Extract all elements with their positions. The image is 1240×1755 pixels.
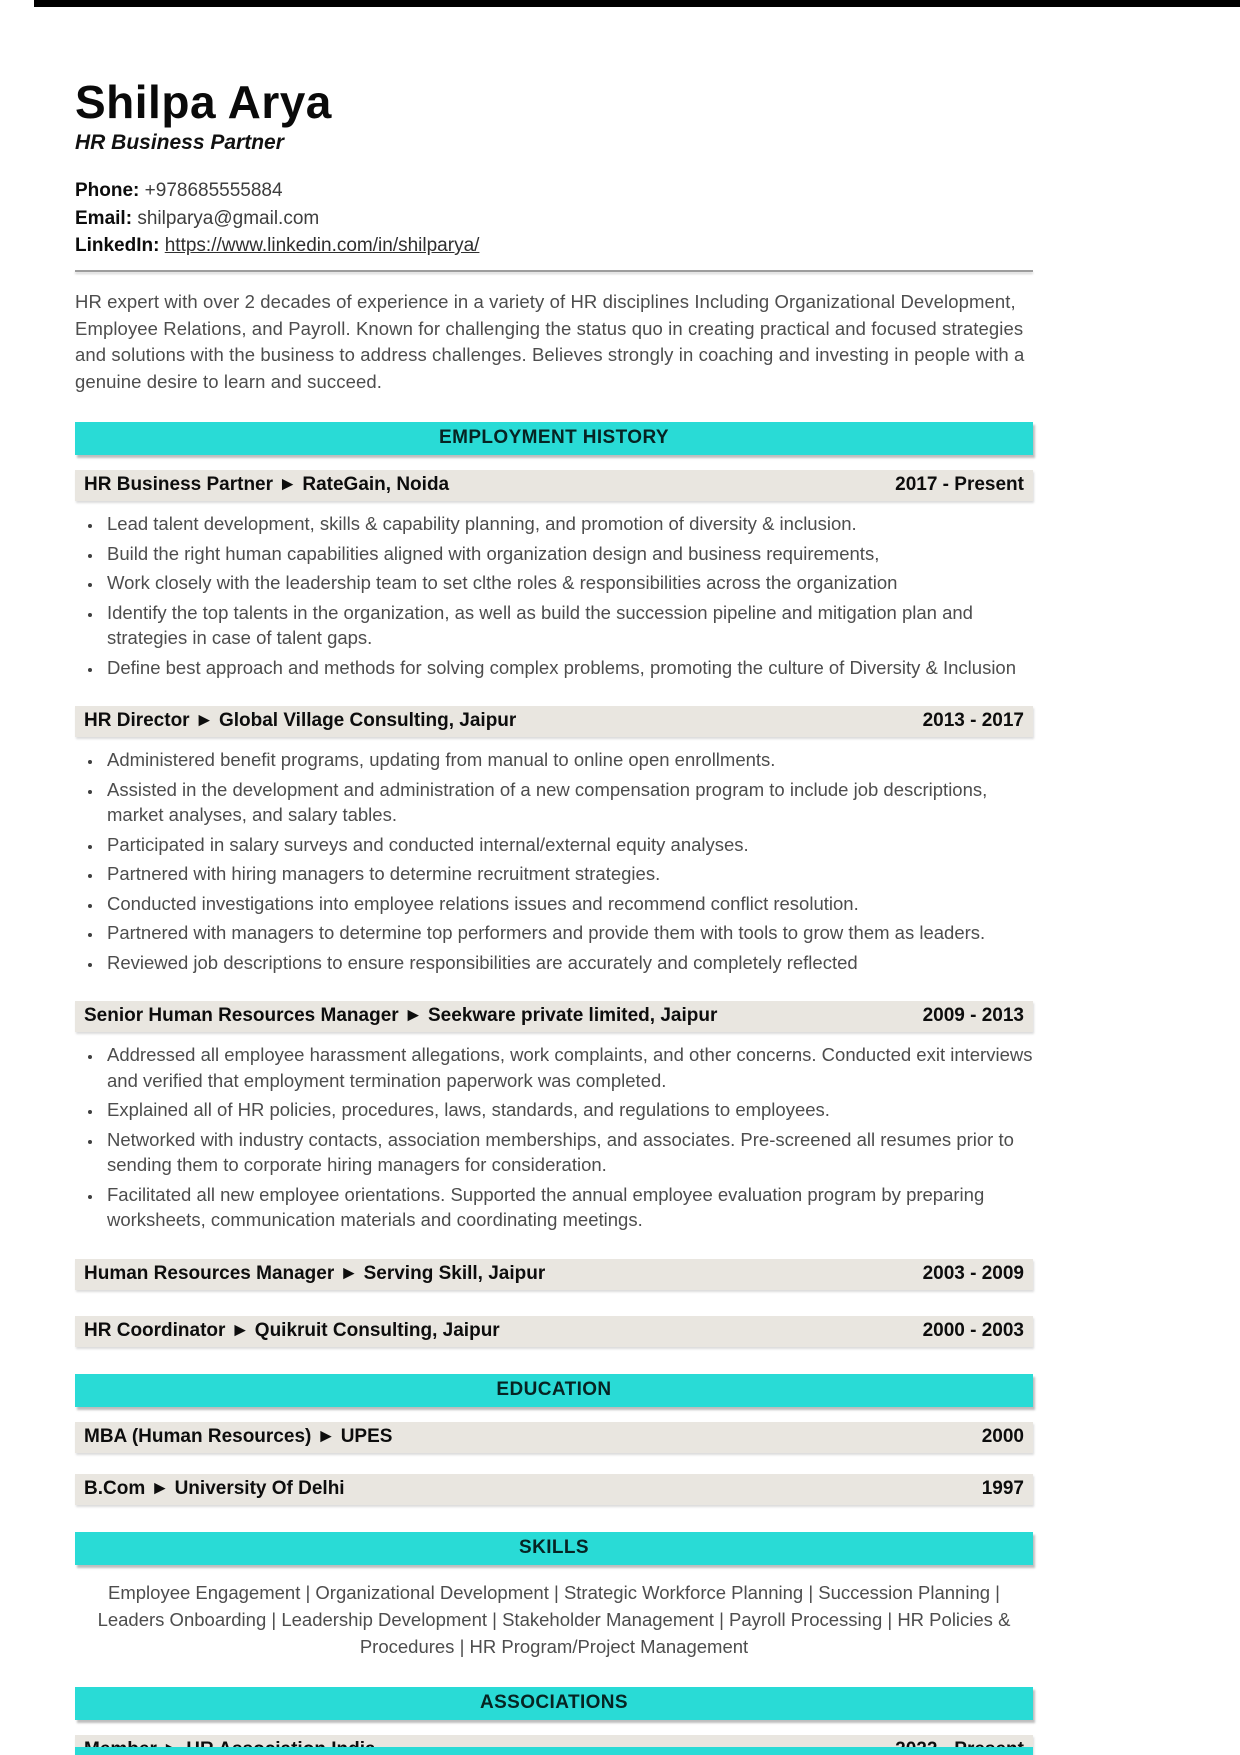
email-label: Email: xyxy=(75,207,133,229)
job-bullets xyxy=(75,511,1033,680)
education-entry xyxy=(75,1474,1033,1505)
phone-value: +978685555884 xyxy=(144,180,283,202)
row-title: HR Business Partner ► RateGain, Noida xyxy=(84,474,450,496)
employment-heading: EMPLOYMENT HISTORY xyxy=(439,427,669,449)
job-entry xyxy=(75,1316,1033,1347)
summary-text: HR expert with over 2 decades of experience in a variety of HR disciplines Including Organizational Development, Employee Relations, and Payroll. Known for challenging the status quo in creating practical and focused strategies and solutions with the business to address challenges. Believes strongly in coaching and investing in people with a genuine desire to learn and succeed. xyxy=(75,291,1025,392)
row-title: Human Resources Manager ► Serving Skill, Jaipur xyxy=(84,1262,546,1284)
job-entry xyxy=(75,1001,1033,1233)
job-bullet: • Partnered with hiring managers to determine recruitment strategies. xyxy=(103,861,1033,887)
job-bullet: • Assisted in the development and administration of a new compensation program to include job descriptions, market analyses, and salary tables. xyxy=(103,777,1033,828)
row-dates: 2017 - Present xyxy=(895,474,1024,496)
job-bullet: • Work closely with the leadership team to set clthe roles & responsibilities across the organization xyxy=(103,570,1033,596)
section-banner-skills xyxy=(75,1532,1033,1565)
row-dates: 2013 - 2017 xyxy=(922,710,1024,732)
job-bullet: • Administered benefit programs, updating from manual to online open enrollments. xyxy=(103,747,1033,773)
person-job-title: HR Business Partner xyxy=(75,131,284,155)
contact-row-phone xyxy=(75,179,1033,203)
section-banner-education xyxy=(75,1374,1033,1407)
job-bullet: • Reviewed job descriptions to ensure responsibilities are accurately and completely reflected xyxy=(103,950,1033,976)
contact-block xyxy=(75,179,1033,258)
skills-text: Employee Engagement | Organizational Development | Strategic Workforce Planning | Succession Planning | Leaders Onboarding | Leadership Development | Stakeholder Management | Payroll Processing | HR Policies & Procedures | HR Program/Project Management xyxy=(97,1581,1011,1657)
person-name: Shilpa Arya xyxy=(75,76,332,128)
job-bullet: • Partnered with managers to determine top performers and provide them with tools to grow them as leaders. xyxy=(103,920,1033,946)
job-bullet: • Lead talent development, skills & capability planning, and promotion of diversity & inclusion. xyxy=(103,511,1033,537)
row-dates: 2003 - 2009 xyxy=(922,1262,1024,1284)
row-title: HR Director ► Global Village Consulting, Jaipur xyxy=(84,710,517,732)
phone-label: Phone: xyxy=(75,180,140,202)
entry-header-row xyxy=(75,1422,1033,1453)
contact-row-email xyxy=(75,207,1033,231)
education-entry xyxy=(75,1422,1033,1453)
associations-heading: ASSOCIATIONS xyxy=(479,1692,628,1714)
row-dates: 2000 xyxy=(981,1425,1024,1447)
job-bullets xyxy=(75,1042,1033,1233)
job-entry xyxy=(75,706,1033,975)
bottom-partial-section-banner xyxy=(75,1747,1033,1755)
employment-jobs xyxy=(75,470,1033,1347)
entry-header-row xyxy=(75,1316,1033,1347)
section-banner-employment xyxy=(75,422,1033,455)
entry-header-row xyxy=(75,1001,1033,1032)
row-dates: 2000 - 2003 xyxy=(922,1319,1024,1341)
entry-header-row xyxy=(75,470,1033,501)
row-dates: 2009 - 2013 xyxy=(922,1005,1024,1027)
education-heading: EDUCATION xyxy=(496,1378,612,1400)
job-bullet: • Networked with industry contacts, association memberships, and associates. Pre-screened all resumes prior to sending them to corporate hiring managers for consideration. xyxy=(103,1127,1033,1178)
entry-header-row xyxy=(75,706,1033,737)
job-bullet: • Explained all of HR policies, procedures, laws, standards, and regulations to employees. xyxy=(103,1097,1033,1123)
job-entry xyxy=(75,1259,1033,1290)
contact-row-linkedin xyxy=(75,234,1033,258)
header-divider xyxy=(75,270,1033,272)
job-entry xyxy=(75,470,1033,680)
resume-header xyxy=(75,78,1033,395)
education-items xyxy=(75,1422,1033,1505)
row-title: HR Coordinator ► Quikruit Consulting, Jaipur xyxy=(84,1319,500,1341)
job-bullet: • Facilitated all new employee orientations. Supported the annual employee evaluation program by preparing worksheets, communication materials and coordinating meetings. xyxy=(103,1182,1033,1233)
job-bullet: • Participated in salary surveys and conducted internal/external equity analyses. xyxy=(103,832,1033,858)
row-title: MBA (Human Resources) ► UPES xyxy=(84,1425,393,1447)
job-bullet: • Build the right human capabilities aligned with organization design and business requirements, xyxy=(103,541,1033,567)
job-bullet: • Addressed all employee harassment allegations, work complaints, and other concerns. Conducted exit interviews and verified that employment termination paperwork was completed. xyxy=(103,1042,1033,1093)
row-title: B.Com ► University Of Delhi xyxy=(84,1477,345,1499)
row-dates: 1997 xyxy=(981,1477,1024,1499)
section-banner-associations xyxy=(75,1687,1033,1720)
job-bullet: • Conducted investigations into employee relations issues and recommend conflict resolution. xyxy=(103,891,1033,917)
email-value: shilparya@gmail.com xyxy=(137,207,320,229)
entry-header-row xyxy=(75,1474,1033,1505)
entry-header-row xyxy=(75,1259,1033,1290)
linkedin-label: LinkedIn: xyxy=(75,234,160,256)
job-bullet: • Identify the top talents in the organization, as well as build the succession pipeline and mitigation plan and strategies in case of talent gaps. xyxy=(103,600,1033,651)
job-bullets xyxy=(75,747,1033,975)
resume-content xyxy=(75,0,1033,1755)
job-bullet: • Define best approach and methods for solving complex problems, promoting the culture of Diversity & Inclusion xyxy=(103,655,1033,681)
skills-heading: SKILLS xyxy=(519,1536,589,1558)
row-title: Senior Human Resources Manager ► Seekware private limited, Jaipur xyxy=(84,1005,718,1027)
linkedin-link[interactable]: https://www.linkedin.com/in/shilparya/ xyxy=(164,234,480,256)
